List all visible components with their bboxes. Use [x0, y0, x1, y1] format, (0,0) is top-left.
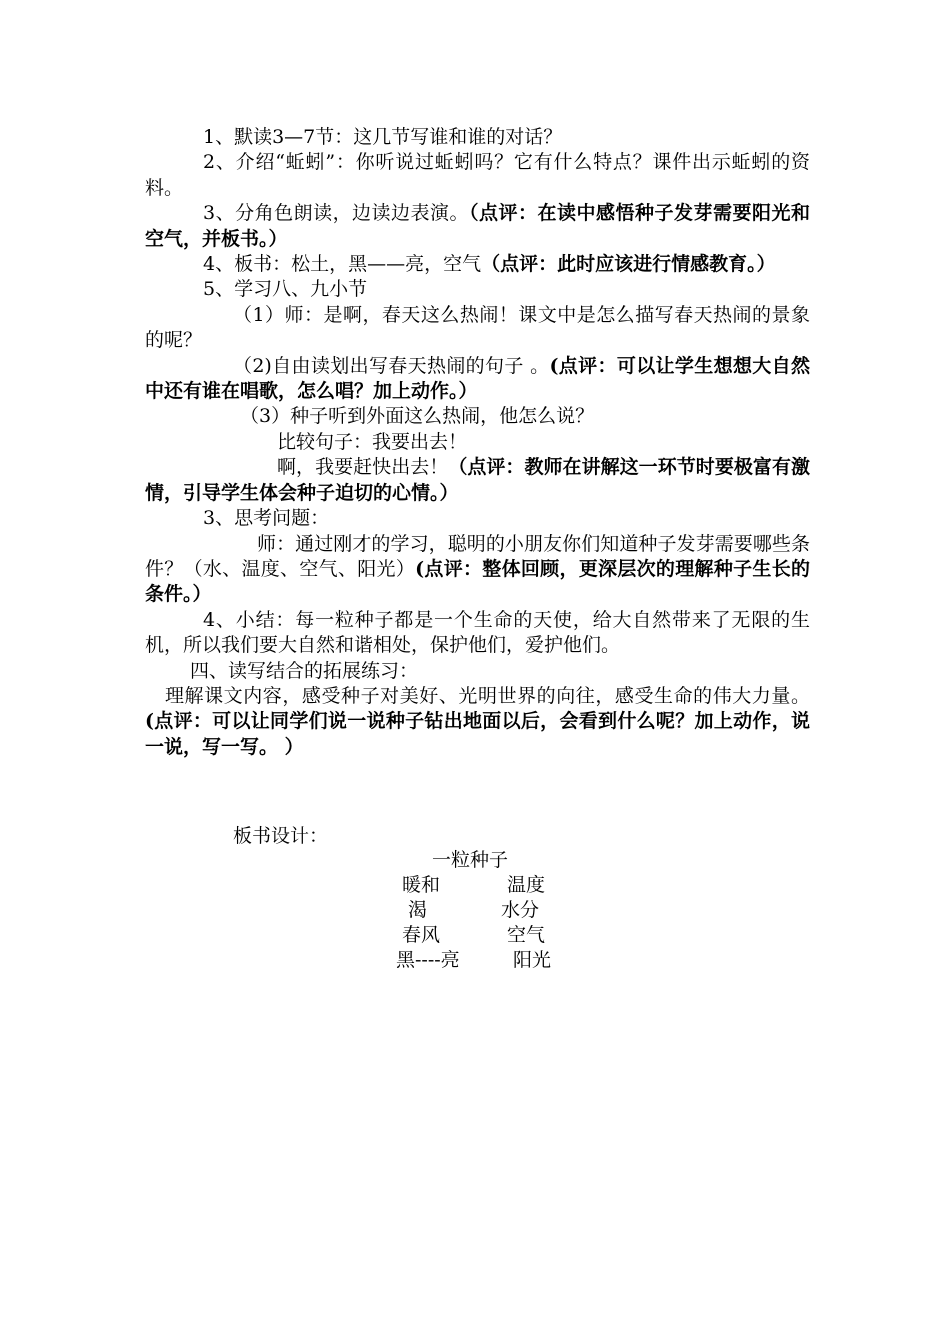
board-left-4: 黑----亮 — [396, 949, 460, 971]
board-right-1: 温度 — [507, 874, 546, 896]
step-5-1: （1）师：是啊，春天这么热闹！课文中是怎么描写春天热闹的景象的呢？ — [145, 303, 810, 352]
step-1: 1、默读3—7节：这几节写谁和谁的对话？ — [203, 126, 563, 148]
comment: （点评：此时应该进行情感教育。） — [481, 253, 776, 276]
extension-exercise: 理解课文内容，感受种子对美好、光明世界的向往，感受生命的伟大力量。(点评：可以让同学们说一说种子钻出地面以后，会看到什么呢？加上动作，说一说，写一写。 ） — [145, 684, 810, 758]
board-right-2: 水分 — [501, 899, 540, 921]
board-left-1: 暖和 — [402, 874, 441, 896]
compare-sentence-2: 啊，我要赶快出去！（点评：教师在讲解这一环节时要极富有激情，引导学生体会种子迫切的心情。） — [145, 456, 810, 504]
step-5-3: （3）种子听到外面这么热闹，他怎么说？ — [240, 405, 595, 428]
step-5: 5、学习八、九小节 — [203, 278, 368, 301]
board-left-3: 春风 — [402, 924, 441, 946]
step-3: 3、分角色朗读，边读边表演。（点评：在读中感悟种子发芽需要阳光和空气，并板书。） — [145, 202, 810, 250]
think-heading: 3、思考问题： — [203, 507, 330, 530]
summary: 4、小结：每一粒种子都是一个生命的天使，给大自然带来了无限的生机，所以我们要大自然和谐相处，保护他们，爱护他们。 — [145, 608, 810, 657]
board-design-label: 板书设计： — [233, 825, 329, 847]
comment: (点评：整体回顾，更深层次的理解种子生长的条件。） — [145, 557, 810, 606]
comment: (点评：可以让同学们说一说种子钻出地面以后，会看到什么呢？加上动作，说一说，写一写。 ） — [145, 710, 810, 758]
board-right-3: 空气 — [507, 924, 546, 946]
step-5-2: （2)自由读划出写春天热闹的句子 。(点评：可以让学生想想大自然中还有谁在唱歌，怎么唱？加上动作。） — [145, 354, 810, 403]
board-right-4: 阳光 — [513, 949, 552, 971]
section-four-heading: 四、读写结合的拓展练习： — [190, 659, 419, 682]
step-4: 4、板书：松土，黑——亮，空气（点评：此时应该进行情感教育。） — [203, 253, 776, 276]
lesson-body — [145, 125, 810, 760]
comment: （点评：在读中感悟种子发芽需要阳光和空气，并板书。） — [145, 202, 810, 250]
compare-sentence-1: 比较句子：我要出去！ — [277, 430, 468, 453]
step-2: 2、介绍“蚯蚓”：你听说过蚯蚓吗？它有什么特点？课件出示蚯蚓的资料。 — [145, 151, 810, 199]
teacher-question: 师：通过刚才的学习，聪明的小朋友你们知道种子发芽需要哪些条件？（水、温度、空气、阳光）(点评：整体回顾，更深层次的理解种子生长的条件。） — [145, 532, 810, 606]
comment: （点评：教师在讲解这一环节时要极富有激情，引导学生体会种子迫切的心情。） — [145, 456, 810, 504]
board-title: 一粒种子 — [432, 849, 509, 871]
comment: (点评：可以让学生想想大自然中还有谁在唱歌，怎么唱？加上动作。） — [145, 354, 810, 403]
board-left-2: 渴 — [408, 899, 428, 921]
